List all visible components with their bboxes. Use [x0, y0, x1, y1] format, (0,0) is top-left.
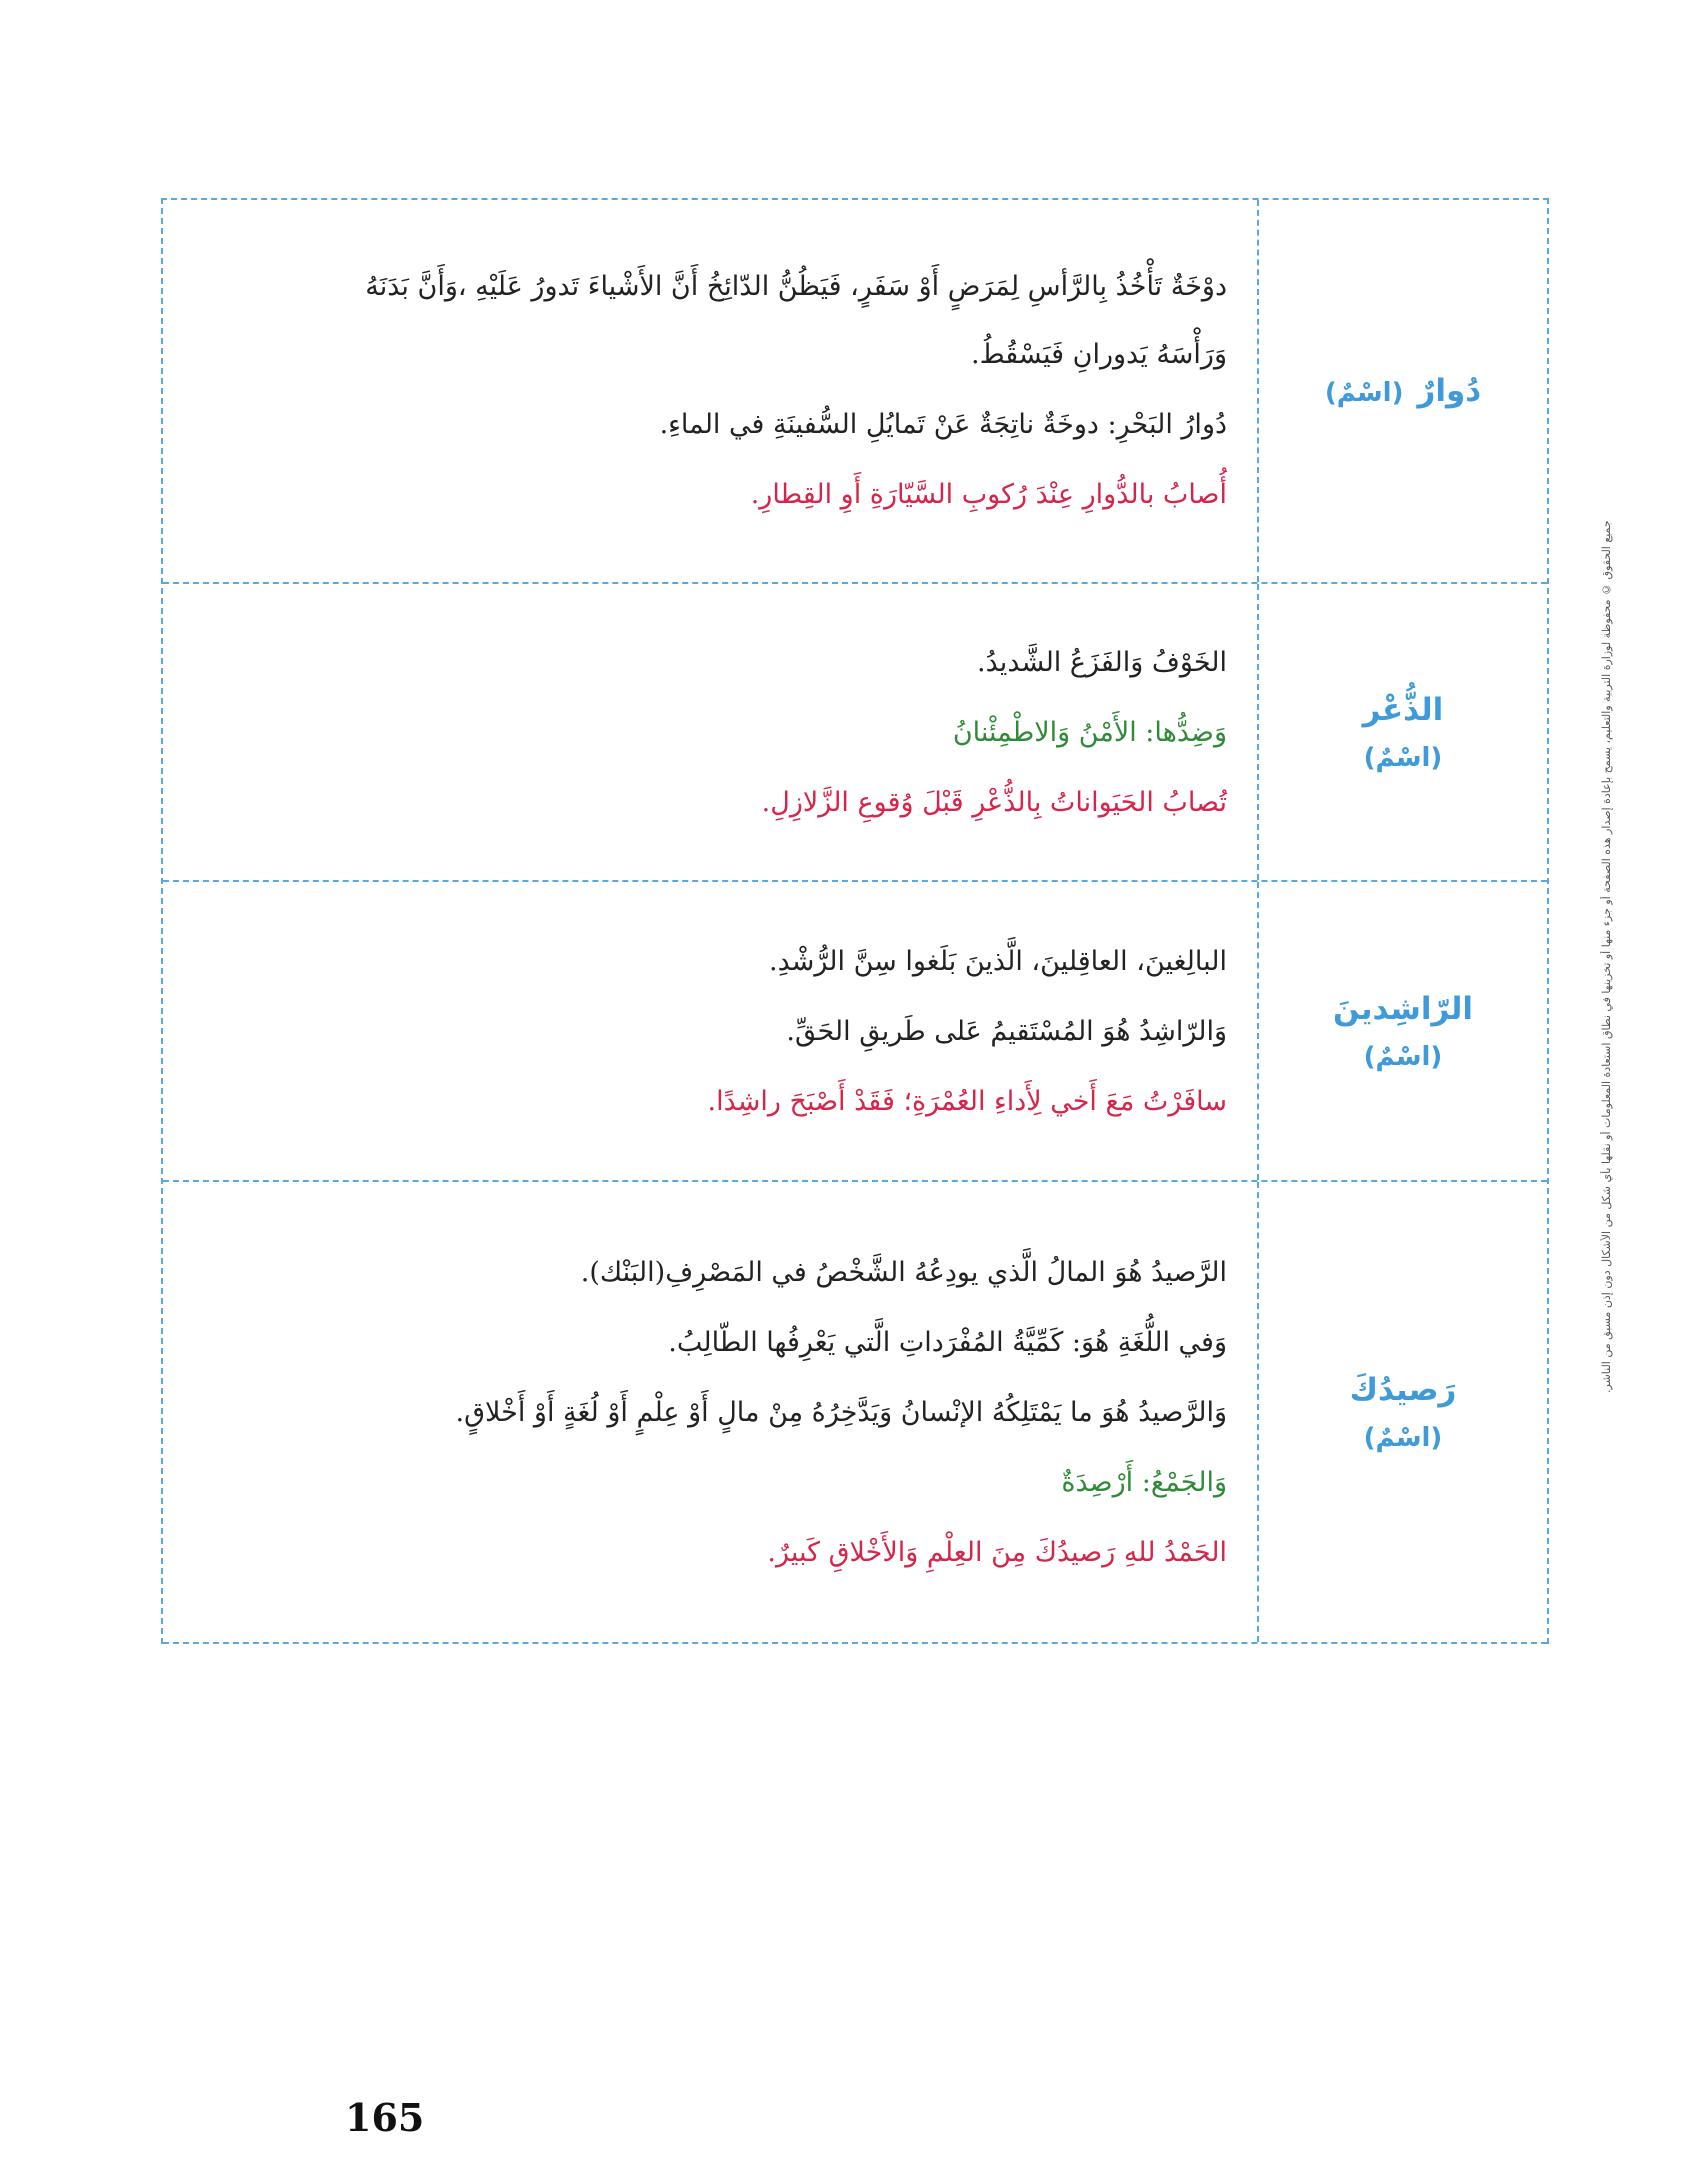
term-cell	[1257, 1182, 1547, 1642]
definition-line: الخَوْفُ وَالفَزَعُ الشَّديدُ.	[977, 647, 1227, 678]
term-heading	[1325, 365, 1481, 418]
definition-cell	[163, 200, 1257, 582]
example-sentence: الحَمْدُ للهِ رَصيدُكَ مِنَ العِلْمِ وَالأَخْلاقِ كَبيرٌ.	[767, 1537, 1227, 1568]
vocab-row-dowar	[163, 200, 1547, 584]
vocab-row-raseeduk	[163, 1182, 1547, 1644]
term-cell	[1257, 200, 1547, 582]
copyright-note: جميع الحقوق © محفوظة لوزارة التربية والتعليم، يسمح بإعادة إصدار هذه الصفحة أو جزء منها أو تخزينها في نطاق استعادة المعلومات أو نقلها بأي شكل من الأشكال دون إذن مسبق من الناشر.	[1600, 520, 1613, 1393]
definition-line: الرَّصيدُ هُوَ المالُ الَّذي يودِعُهُ الشَّخْصُ في المَصْرِفِ(البَنْك).	[580, 1257, 1227, 1288]
definition-line: وَفي اللُّغَةِ هُوَ: كَمِّيَّةُ المُفْرَداتِ الَّتي يَعْرِفُها الطّالِبُ.	[668, 1327, 1227, 1358]
term-word: دُوارٌ	[1417, 372, 1482, 409]
definition-cell	[163, 1182, 1257, 1642]
example-sentence: أُصابُ بالدُّوارِ عِنْدَ رُكوبِ السَّيّارَةِ أَوِ القِطارِ.	[750, 479, 1227, 510]
term-cell	[1257, 584, 1547, 880]
definition-line: وَالرَّصيدُ هُوَ ما يَمْتَلِكُهُ الإنْسانُ وَيَدَّخِرُهُ مِنْ مالٍ أَوْ عِلْمٍ أَوْ لُغَةٍ أَوْ أَخْلاقٍ.	[455, 1397, 1227, 1428]
definition-cell	[163, 882, 1257, 1180]
term-type: (اسْمٌ)	[1363, 1423, 1443, 1454]
term-word: الرّاشِدينَ	[1332, 990, 1474, 1027]
vocab-row-alrashideen	[163, 882, 1547, 1182]
term-type: (اسْمٌ)	[1363, 743, 1443, 774]
term-type: (اسْمٌ)	[1324, 377, 1404, 408]
term-type: (اسْمٌ)	[1363, 1042, 1443, 1073]
antonym-line: وَضِدُّها: الأَمْنُ وَالاطْمِئْنانُ	[952, 717, 1227, 748]
term-word: الذُّعْر	[1362, 691, 1444, 728]
definition-line: دُوارُ البَحْرِ: دوخَةٌ ناتِجَةٌ عَنْ تَمايُلِ السُّفينَةِ في الماءِ.	[659, 409, 1227, 440]
definition-line: وَالرّاشِدُ هُوَ المُسْتَقيمُ عَلى طَريقِ الحَقِّ.	[786, 1016, 1227, 1047]
definition-line: البالِغينَ، العاقِلينَ، الَّذينَ بَلَغوا سِنَّ الرُّشْدِ.	[769, 946, 1227, 977]
term-word: رَصيدُكَ	[1349, 1371, 1457, 1408]
definition-line: وَرَأْسَهُ يَدورانِ فَيَسْقُطُ.	[971, 339, 1227, 370]
definition-line: دوْخَةٌ تَأْخُذُ بِالرَّأسِ لِمَرَضٍ أَوْ سَفَرٍ، فَيَظُنُّ الدّائِخُ أَنَّ الأَشْياءَ تَدورُ عَلَيْهِ ،وَأَنَّ بَدَنَهُ	[365, 271, 1227, 302]
vocab-row-althuar	[163, 584, 1547, 882]
example-sentence: سافَرْتُ مَعَ أَخي لِأَداءِ العُمْرَةِ؛ فَقَدْ أَصْبَحَ راشِدًا.	[707, 1086, 1227, 1117]
page-number: 165	[345, 2095, 425, 2140]
definition-cell	[163, 584, 1257, 880]
example-sentence: تُصابُ الحَيَواناتُ بِالذُّعْرِ قَبْلَ وُقوعِ الزَّلازِلِ.	[761, 787, 1227, 818]
vocabulary-table	[161, 198, 1549, 1644]
plural-line: وَالجَمْعُ: أَرْصِدَةٌ	[1061, 1467, 1227, 1498]
term-cell	[1257, 882, 1547, 1180]
